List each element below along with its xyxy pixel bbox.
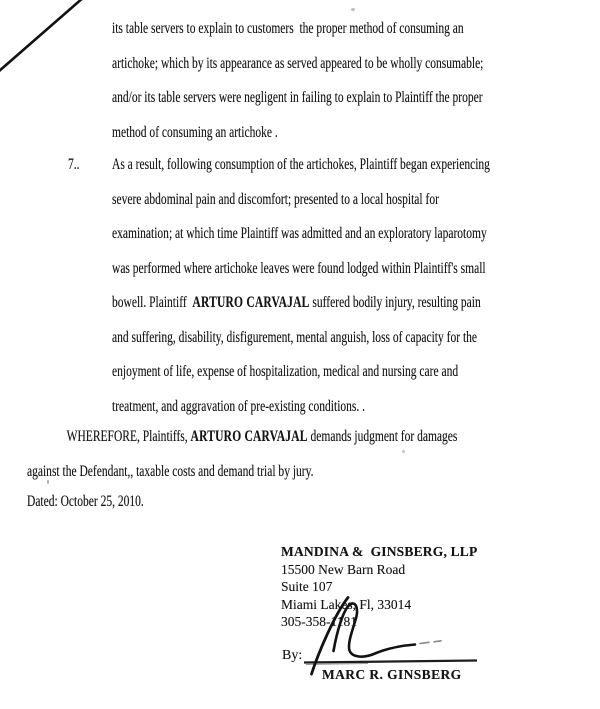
document-line: method of consuming an artichoke . bbox=[112, 123, 278, 141]
scan-corner-mark bbox=[0, 0, 84, 72]
firm-name: MANDINA & GINSBERG, LLP bbox=[281, 544, 478, 559]
party-name: ARTURO CARVAJAL bbox=[190, 428, 308, 445]
by-label: By: bbox=[282, 648, 303, 663]
document-line: its table servers to explain to customers the proper method of consuming an bbox=[112, 20, 464, 37]
document-line bbox=[112, 286, 490, 321]
address-line: Miami Lakes, Fl, 33014 bbox=[281, 596, 412, 612]
line-text: bowell. Plaintiff bbox=[112, 294, 193, 311]
address-line: Suite 107 bbox=[281, 579, 333, 594]
line-text: demands judgment for damages bbox=[307, 428, 458, 445]
signature-line bbox=[304, 661, 477, 663]
line-text: suffered bodily injury, resulting pain bbox=[309, 294, 481, 311]
scan-speck bbox=[47, 480, 49, 484]
document-line: treatment, and aggravation of pre-existing conditions. . bbox=[112, 397, 366, 415]
document-line: examination; at which time Plaintiff was admitted and an exploratory laparotomy bbox=[112, 225, 487, 242]
signature-block bbox=[281, 543, 477, 631]
document-line: enjoyment of life, expense of hospitalization, medical and nursing care and bbox=[112, 363, 459, 380]
phone-line: 305-358-1181 bbox=[281, 614, 357, 629]
document-line: As a result, following consumption of the artichokes, Plaintiff began experiencing bbox=[112, 156, 490, 173]
document-line: artichoke; which by its appearance as served appeared to be wholly consumable; bbox=[112, 54, 484, 72]
paragraph-number: 7.. bbox=[68, 156, 80, 173]
wherefore-clause bbox=[27, 420, 600, 489]
scan-speck bbox=[402, 450, 405, 453]
signature-line-ghost bbox=[306, 664, 368, 665]
address-line: 15500 New Barn Road bbox=[281, 561, 406, 577]
document-line: was performed where artichoke leaves were found lodged within Plaintiff's small bbox=[112, 259, 486, 277]
attorney-name: MARC R. GINSBERG bbox=[322, 667, 462, 682]
paragraph-7 bbox=[112, 148, 600, 424]
scan-speck bbox=[351, 8, 355, 11]
party-name: ARTURO CARVAJAL bbox=[192, 294, 310, 311]
document-line: severe abdominal pain and discomfort; presented to a local hospital for bbox=[112, 190, 439, 208]
document-line: and suffering, disability, disfigurement, mental anguish, loss of capacity for the bbox=[112, 328, 478, 346]
document-line bbox=[27, 420, 457, 455]
document-line: and/or its table servers were negligent in failing to explain to Plaintiff the proper bbox=[112, 89, 483, 106]
signature-tail bbox=[420, 641, 441, 644]
continuation-paragraph bbox=[112, 12, 600, 150]
line-text: WHEREFORE, Plaintiffs, bbox=[66, 428, 191, 445]
dated-line: Dated: October 25, 2010. bbox=[27, 493, 144, 510]
document-line: against the Defendant,, taxable costs and demand trial by jury. bbox=[27, 462, 314, 480]
